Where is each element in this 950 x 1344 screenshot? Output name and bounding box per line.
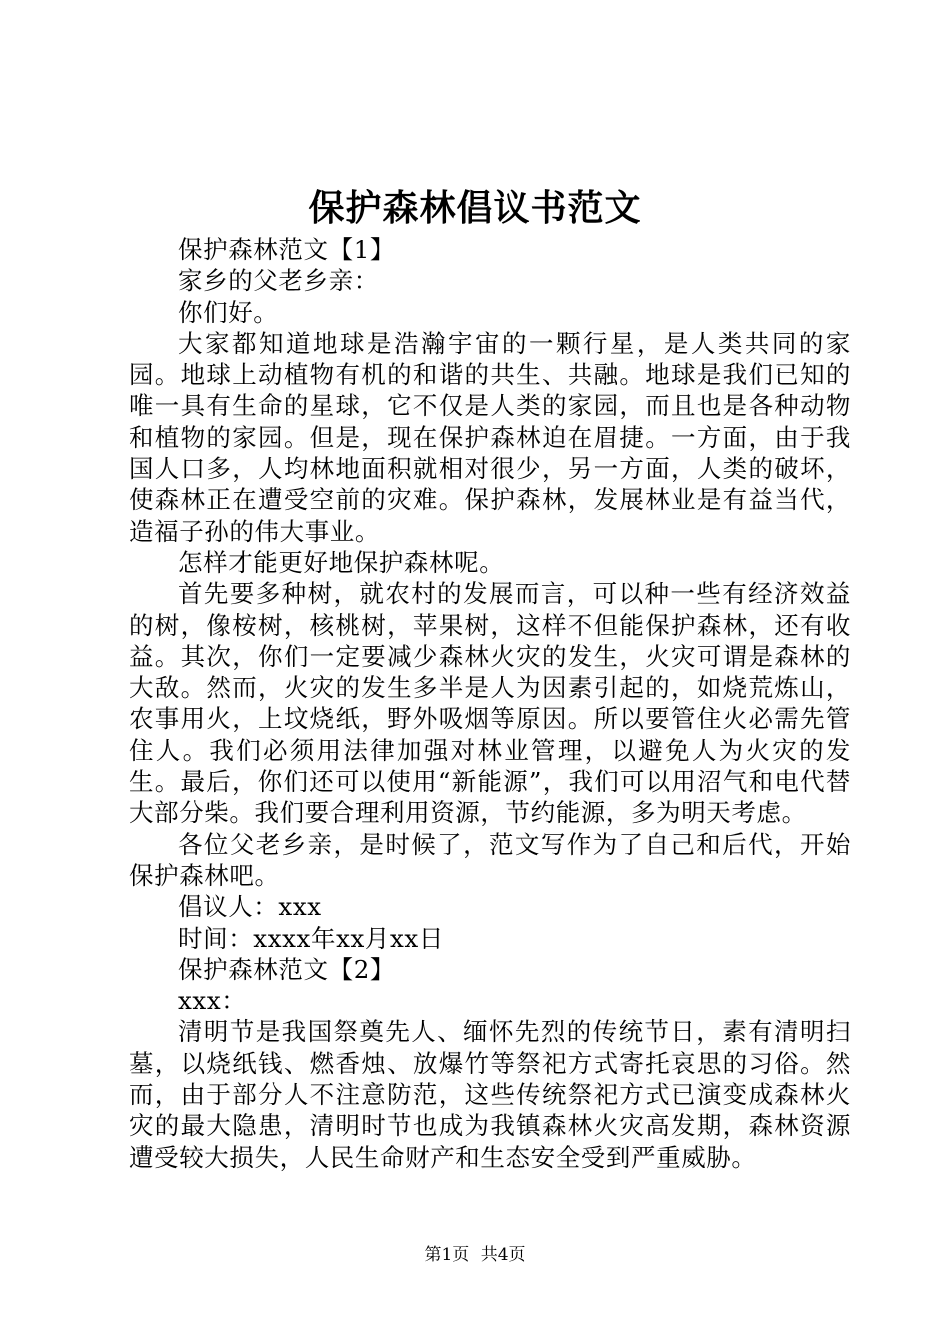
- salutation: xxx：: [178, 986, 247, 1016]
- body-paragraph: 各位父老乡亲，是时候了，范文写作为了自己和后代，开始保护森林吧。: [129, 829, 851, 890]
- salutation: 家乡的父老乡亲：: [178, 266, 379, 296]
- signature-date: 时间：xxxx年xx月xx日: [178, 923, 444, 953]
- section-heading: 保护森林范文【2】: [178, 954, 395, 984]
- body-paragraph: 大家都知道地球是浩瀚宇宙的一颗行星，是人类共同的家园。地球上动植物有机的和谐的共生、共融。地球是我们已知的唯一具有生命的星球，它不仅是人类的家园，而且也是各种动物和植物的家园。但是，现在保护森林迫在眉捷。一方面，由于我国人口多，人均林地面积就相对很少，另一方面，人类的破坏，使森林正在遭受空前的灾难。保护森林，发展林业是有益当代，造福子孙的伟大事业。: [129, 328, 851, 546]
- greeting: 你们好。: [178, 297, 279, 327]
- page-footer: [0, 1244, 950, 1266]
- document-title: 保护森林倡议书范文: [308, 187, 642, 229]
- document-body: [129, 234, 851, 1173]
- signature-proposer: 倡议人：xxx: [178, 892, 322, 922]
- page-number: 第1页: [424, 1245, 470, 1265]
- body-paragraph: 首先要多种树，就农村的发展而言，可以种一些有经济效益的树，像桉树，核桃树，苹果树，这样不但能保护森林，还有收益。其次，你们一定要减少森林火灾的发生，火灾可谓是森林的大敌。然而，火灾的发生多半是人为因素引起的，如烧荒炼山，农事用火，上坟烧纸，野外吸烟等原因。所以要管住火必需先管住人。我们必须用法律加强对林业管理，以避免人为火灾的发生。最后，你们还可以使用“新能源”，我们可以用沼气和电代替大部分柴。我们要合理利用资源，节约能源，多为明天考虑。: [129, 579, 851, 828]
- page-total: 共4页: [480, 1245, 526, 1265]
- body-paragraph: 怎样才能更好地保护森林呢。: [178, 547, 505, 577]
- section-heading: 保护森林范文【1】: [178, 235, 395, 264]
- body-paragraph: 清明节是我国祭奠先人、缅怀先烈的传统节日，素有清明扫墓，以烧纸钱、燃香烛、放爆竹等祭祀方式寄托哀思的习俗。然而，由于部分人不注意防范，这些传统祭祀方式已演变成森林火灾的最大隐患，清明时节也成为我镇森林火灾高发期，森林资源遭受较大损失，人民生命财产和生态安全受到严重威胁。: [129, 1017, 851, 1172]
